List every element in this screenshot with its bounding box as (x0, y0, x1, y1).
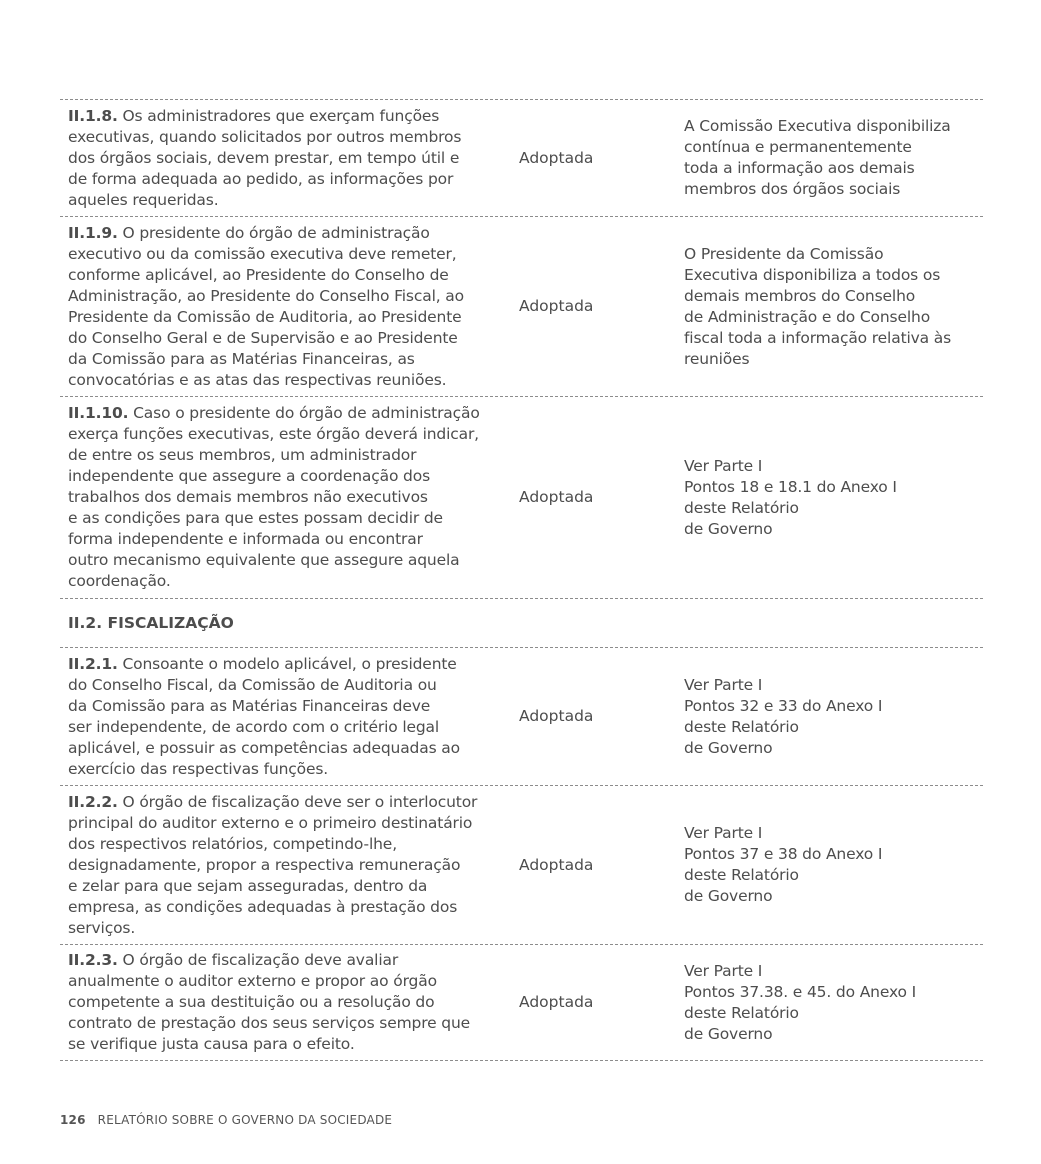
recommendation-text: II.1.9. O presidente do órgão de administração executivo ou da comissão executiva deve remeter, conforme aplicável, ao Presidente do Conselho de Administração, ao Presidente do Conselho Fiscal, ao Presidente da Comissão de Auditoria, ao Presidente do Conselho Geral e de Supervisão e ao Presidente da Comissão para as Matérias Financeiras, as convocatórias e as atas das respectivas reuniões. (68, 223, 464, 389)
recommendation-code: II.1.8. (68, 106, 118, 125)
status-cell: Adoptada (519, 488, 594, 506)
recommendation-text: II.1.10. Caso o presidente do órgão de administração exerça funções executivas, este órgão deverá indicar, de entre os seus membros, um administrador independente que assegure a coordenação dos trabalhos dos demais membros não executivos e as condições para que estes possam decidir de forma independente e informada ou encontrar outro mecanismo equivalente que assegure aquela coordenação. (68, 404, 480, 590)
table-row (60, 396, 983, 598)
recommendations-table (60, 99, 983, 1061)
recommendation-code: II.1.9. (68, 223, 118, 242)
table-row (60, 647, 983, 785)
footer-title: RELATÓRIO SOBRE O GOVERNO DA SOCIEDADE (97, 1113, 393, 1127)
comment-cell: O Presidente da Comissão Executiva disponibiliza a todos os demais membros do Conselho de Administração e do Conselho fiscal toda a informação relativa às reuniões (684, 244, 952, 368)
section-title: II.2. FISCALIZAÇÃO (68, 614, 234, 632)
recommendation-code: II.2.3. (68, 951, 118, 969)
recommendation-code: II.1.10. (68, 404, 129, 422)
recommendation-code: II.2.1. (68, 654, 118, 673)
recommendation-text: II.1.8. Os administradores que exerçam funções executivas, quando solicitados por outros membros dos órgãos sociais, devem prestar, em tempo útil e de forma adequada ao pedido, as informações por aqueles requeridas. (68, 106, 462, 209)
comment-cell: Ver Parte I Pontos 32 e 33 do Anexo I deste Relatório de Governo (684, 675, 883, 757)
status-cell: Adoptada (519, 993, 594, 1011)
status-cell: Adoptada (519, 855, 594, 874)
recommendation-code: II.2.2. (68, 792, 118, 811)
recommendation-text: II.2.1. Consoante o modelo aplicável, o presidente do Conselho Fiscal, da Comissão de Auditoria ou da Comissão para as Matérias Financeiras deve ser independente, de acordo com o critério legal aplicável, e possuir as competências adequadas ao exercício das respectivas funções. (68, 654, 460, 778)
table-row (60, 216, 983, 396)
page-number: 126 (60, 1113, 86, 1127)
recommendation-text: II.2.3. O órgão de fiscalização deve avaliar anualmente o auditor externo e propor ao órgão competente a sua destituição ou a resolução do contrato de prestação dos seus serviços sempre que se verifique justa causa para o efeito. (68, 951, 471, 1053)
recommendation-text: II.2.2. O órgão de fiscalização deve ser o interlocutor principal do auditor externo e o primeiro destinatário dos respectivos relatórios, competindo-lhe, designadamente, propor a respectiva remuneração e zelar para que sejam asseguradas, dentro da empresa, as condições adequadas à prestação dos serviços. (68, 792, 478, 937)
comment-cell: Ver Parte I Pontos 18 e 18.1 do Anexo I deste Relatório de Governo (684, 456, 897, 538)
comment-cell: A Comissão Executiva disponibiliza contínua e permanentemente toda a informação aos demais membros dos órgãos sociais (684, 117, 951, 198)
page-footer (60, 1113, 392, 1127)
table-row (60, 99, 983, 216)
table-row (60, 944, 983, 1061)
status-cell: Adoptada (519, 297, 594, 315)
comment-cell: Ver Parte I Pontos 37.38. e 45. do Anexo I deste Relatório de Governo (684, 961, 917, 1043)
comment-cell: Ver Parte I Pontos 37 e 38 do Anexo I deste Relatório de Governo (684, 824, 883, 905)
section-header (60, 598, 983, 647)
table-row (60, 785, 983, 944)
status-cell: Adoptada (519, 707, 594, 725)
status-cell: Adoptada (519, 148, 594, 167)
